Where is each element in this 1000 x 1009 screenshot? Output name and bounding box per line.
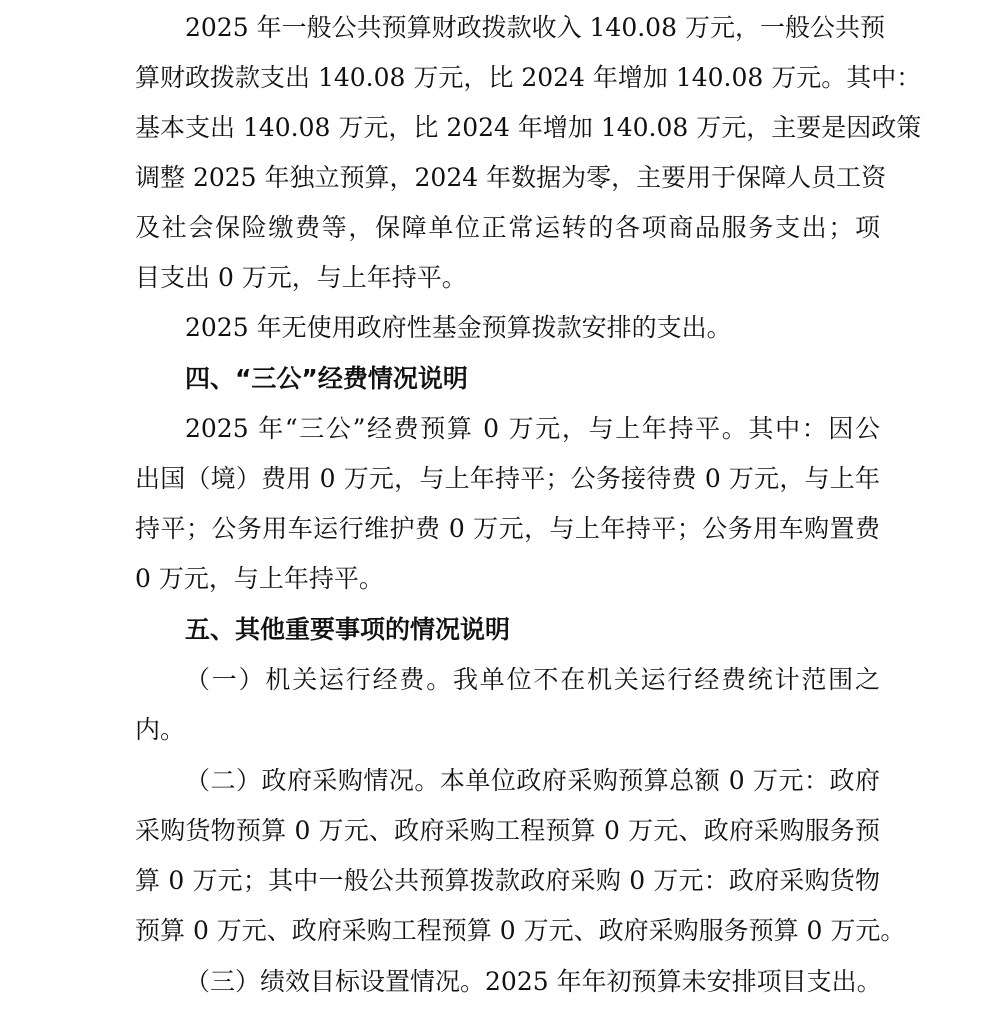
paragraph-line: 2025 年一般公共预算财政拨款收入 140.08 万元，一般公共预 xyxy=(185,13,885,42)
paragraph-line: 持平；公务用车运行维护费 0 万元，与上年持平；公务用车购置费 xyxy=(135,514,880,543)
paragraph-line: 调整 2025 年独立预算，2024 年数据为零，主要用于保障人员工资 xyxy=(135,163,887,192)
paragraph-line: （一）机关运行经费。我单位不在机关运行经费统计范围之 xyxy=(185,665,880,694)
paragraph-line: 及社会保险缴费等，保障单位正常运转的各项商品服务支出；项 xyxy=(135,213,880,242)
section-heading: 五、其他重要事项的情况说明 xyxy=(185,615,511,644)
paragraph-line: 预算 0 万元、政府采购工程预算 0 万元、政府采购服务预算 0 万元。 xyxy=(135,916,906,945)
paragraph-line: 2025 年“三公”经费预算 0 万元，与上年持平。其中：因公 xyxy=(185,414,880,443)
paragraph-line: 2025 年无使用政府性基金预算拨款安排的支出。 xyxy=(185,313,732,342)
paragraph-line: 基本支出 140.08 万元，比 2024 年增加 140.08 万元，主要是因政策 xyxy=(135,113,922,142)
paragraph-line: 算财政拨款支出 140.08 万元，比 2024 年增加 140.08 万元。其中： xyxy=(135,63,922,92)
paragraph-line: 内。 xyxy=(135,715,186,744)
section-heading: 四、“三公”经费情况说明 xyxy=(185,364,468,393)
paragraph-line: 出国（境）费用 0 万元，与上年持平；公务接待费 0 万元，与上年 xyxy=(135,464,880,493)
paragraph-line: 0 万元，与上年持平。 xyxy=(135,564,384,593)
paragraph-line: （三）绩效目标设置情况。2025 年年初预算未安排项目支出。 xyxy=(185,967,882,996)
paragraph-line: 采购货物预算 0 万元、政府采购工程预算 0 万元、政府采购服务预 xyxy=(135,816,880,845)
paragraph-line: 目支出 0 万元，与上年持平。 xyxy=(135,263,467,292)
paragraph-line: （二）政府采购情况。本单位政府采购预算总额 0 万元：政府 xyxy=(185,766,880,795)
paragraph-line: 算 0 万元；其中一般公共预算拨款政府采购 0 万元：政府采购货物 xyxy=(135,866,880,895)
